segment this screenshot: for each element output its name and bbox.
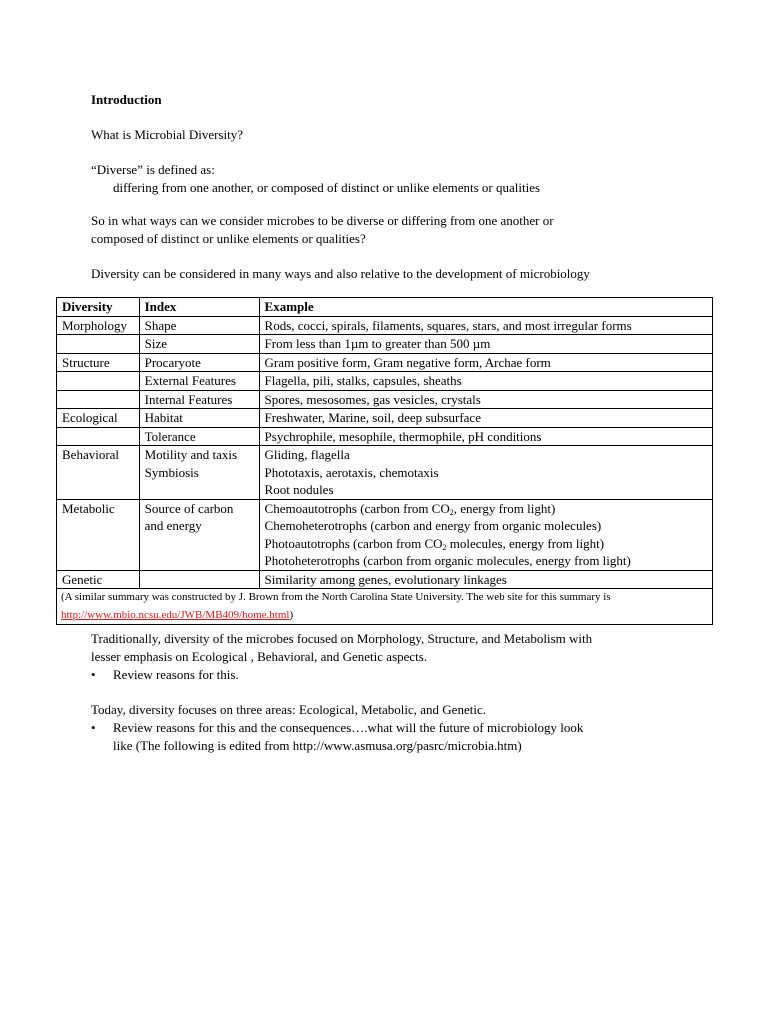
table-footnote-row: [57, 589, 713, 625]
bullet-icon: •: [91, 720, 96, 735]
index-cell: Habitat: [139, 409, 259, 428]
example-line: Chemoheterotrophs (carbon and energy from organic molecules): [264, 518, 602, 533]
index-line: and energy: [144, 518, 202, 533]
header-index: Index: [139, 298, 259, 317]
diversity-cell: [57, 390, 140, 409]
example-cell: Flagella, pili, stalks, capsules, sheaths: [259, 372, 712, 391]
header-example: Example: [259, 298, 712, 317]
example-cell: Similarity among genes, evolutionary linkages: [259, 570, 712, 589]
table-row-genetic: [57, 570, 713, 589]
paragraph-line: Diversity can be considered in many ways and also relative to the development of microbiology: [91, 266, 590, 281]
example-cell: From less than 1µm to greater than 500 µm: [259, 335, 712, 354]
paragraph-line: composed of distinct or unlike elements or qualities?: [91, 231, 366, 246]
definition-text: differing from one another, or composed of distinct or unlike elements or qualities: [113, 180, 541, 195]
diversity-cell: Structure: [57, 353, 140, 372]
table-row: [57, 390, 713, 409]
bullet-icon: •: [91, 667, 96, 682]
table-row-metabolic: [57, 499, 713, 570]
example-line: Photoheterotrophs (carbon from organic molecules, energy from light): [264, 553, 631, 568]
example-cell: Rods, cocci, spirals, filaments, squares, stars, and most irregular forms: [259, 316, 712, 335]
example-cell: Psychrophile, mesophile, thermophile, pH conditions: [259, 427, 712, 446]
paragraph-line: Today, diversity focuses on three areas: Ecological, Metabolic, and Genetic.: [91, 702, 486, 717]
example-line: Gliding, flagella: [264, 447, 350, 462]
example-cell: [259, 446, 712, 500]
diversity-table: [56, 297, 713, 625]
example-cell: Freshwater, Marine, soil, deep subsurface: [259, 409, 712, 428]
example-cell: Spores, mesosomes, gas vesicles, crystals: [259, 390, 712, 409]
table-row: [57, 353, 713, 372]
index-cell: Tolerance: [139, 427, 259, 446]
diversity-cell: Metabolic: [57, 499, 140, 570]
bullet-text: Review reasons for this and the consequences….what will the future of microbiology look: [113, 720, 584, 735]
footnote-text: (A similar summary was constructed by J. Brown from the North Carolina State University. The web site for this summary is: [61, 591, 611, 603]
example-line: Root nodules: [264, 482, 334, 497]
paragraph-line: So in what ways can we consider microbes to be diverse or differing from one another or: [91, 213, 554, 228]
example-line: Photoautotrophs (carbon from $CO_2$ molecules, energy from light): [264, 535, 605, 552]
index-line: Symbiosis: [144, 464, 199, 480]
index-cell: [139, 499, 259, 570]
paragraph-line: lesser emphasis on Ecological , Behavioral, and Genetic aspects.: [91, 649, 428, 664]
bullet-item: [91, 719, 583, 736]
diversity-cell: Behavioral: [57, 446, 140, 500]
bullet-item: [91, 666, 239, 683]
table-row: [57, 427, 713, 446]
index-cell: [139, 570, 259, 589]
table-row: [57, 372, 713, 391]
example-cell: [259, 499, 712, 570]
bullet-continuation: like (The following is edited from http://www.asmusa.org/pasrc/microbia.htm): [113, 738, 522, 753]
footnote-close: ): [289, 608, 294, 621]
table-row: [57, 316, 713, 335]
diversity-cell: [57, 427, 140, 446]
index-cell: Size: [139, 335, 259, 354]
question-line: What is Microbial Diversity?: [91, 127, 243, 142]
section-heading: Introduction: [91, 92, 162, 107]
index-line: Motility and taxis: [144, 447, 238, 462]
index-cell: Procaryote: [139, 353, 259, 372]
table-row-behavioral: [57, 446, 713, 500]
example-cell: Gram positive form, Gram negative form, Archae form: [259, 353, 712, 372]
diversity-cell: Ecological: [57, 409, 140, 428]
example-line: Chemoautotrophs (carbon from $CO_2$, energy from light): [264, 500, 556, 517]
index-cell: Shape: [139, 316, 259, 335]
table-row: [57, 335, 713, 354]
index-cell: External Features: [139, 372, 259, 391]
header-diversity: Diversity: [57, 298, 140, 317]
paragraph-line: Traditionally, diversity of the microbes focused on Morphology, Structure, and Metabolism with: [91, 631, 593, 646]
table-footnote: [57, 589, 713, 625]
diversity-cell: Morphology: [57, 316, 140, 335]
table-row: [57, 409, 713, 428]
index-cell: Internal Features: [139, 390, 259, 409]
definition-intro: “Diverse” is defined as:: [91, 162, 215, 177]
diversity-cell: Genetic: [57, 570, 140, 589]
example-line: Phototaxis, aerotaxis, chemotaxis: [264, 464, 439, 480]
index-line: Source of carbon: [144, 500, 234, 516]
table-header-row: [57, 298, 713, 317]
footnote-link[interactable]: http://www.mbio.ncsu.edu/JWB/MB409/home.html: [61, 608, 290, 621]
bullet-text: Review reasons for this.: [113, 667, 239, 682]
diversity-cell: [57, 372, 140, 391]
index-cell: [139, 446, 259, 500]
diversity-cell: [57, 335, 140, 354]
